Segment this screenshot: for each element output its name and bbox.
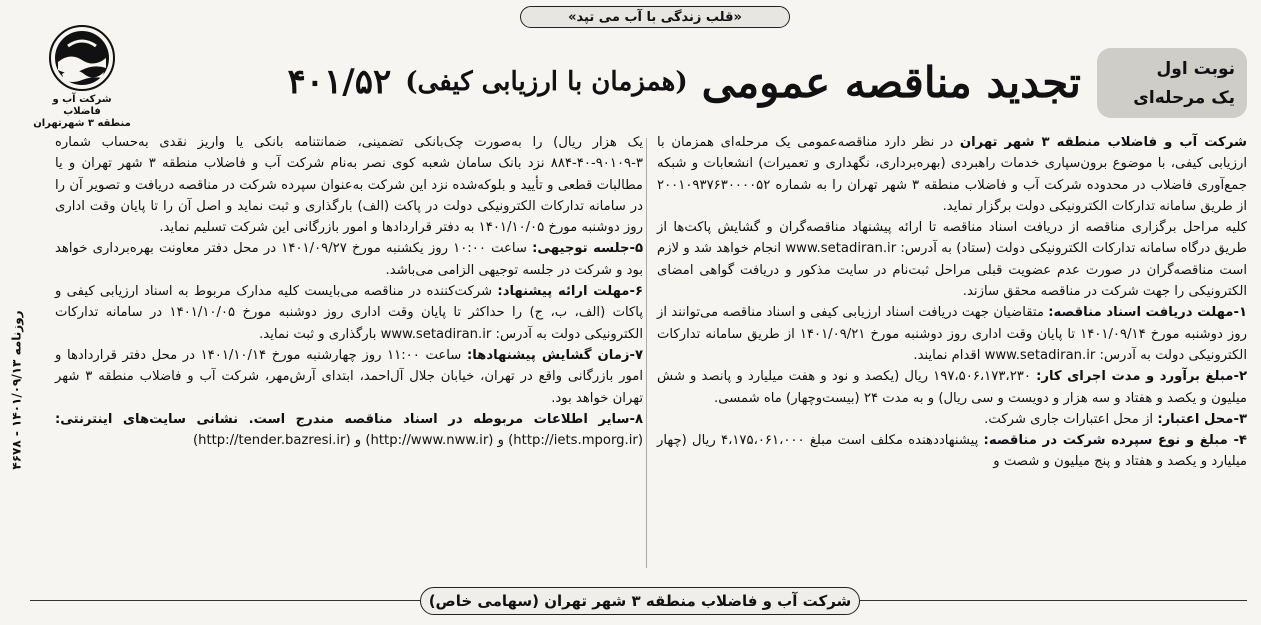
tender-number: ۴۰۱/۵۲: [287, 62, 392, 102]
badge-line-2: یک مرحله‌ای: [1133, 87, 1235, 108]
right-column: [657, 132, 1247, 572]
section-6-text: شرکت‌کننده در مناقصه می‌بایست کلیه مدارک مربوط به اسناد ارزیابی کیفی و پاکات (الف، ب، ج) را حداکثر تا پایان وقت اداری روز دوشنبه مورخ ۱۴۰۱/۱۰/۰۵ در سامانه تدارکات الکترونیکی دولت به آدرس: www.setadiran.ir بارگذاری و ثبت نماید.: [55, 284, 643, 342]
title-text: تجدید مناقصه عمومی: [701, 57, 1081, 107]
section-2-title: ۲-مبلغ برآورد و مدت اجرای کار:: [1036, 369, 1248, 385]
left-column: [55, 132, 643, 572]
section-5-text: ساعت ۱۰:۰۰ روز یکشنبه مورخ ۱۴۰۱/۰۹/۲۷ در محل دفتر معاونت بهره‌برداری خواهد بود و شرکت در جلسه توجیهی الزامی می‌باشد.: [55, 241, 643, 278]
newspaper-side-note: [4, 230, 30, 550]
section-6-title: ۶-مهلت ارائه پیشنهاد:: [497, 284, 643, 300]
section-3: [657, 409, 1247, 430]
badge-line-1: نوبت اول: [1156, 58, 1235, 79]
intro-company: شرکت آب و فاضلاب منطقه ۳ شهر تهران: [959, 135, 1248, 150]
section-8: [55, 409, 643, 452]
intro-text: در نظر دارد مناقصه‌عمومی یک مرحله‌ای همزمان با ارزیابی کیفی، با موضوع برون‌سپاری خدمات راهبردی (بهره‌برداری، نگهداری و تعمیرات) انشعابات و شبکه جمع‌آوری فاضلاب در محدوده شرکت آب و فاضلاب منطقه ۳ شهر تهران را به شماره ۲۰۰۱۰۹۳۷۶۳۰۰۰۰۵۲ از طریق سامانه تدارکات الکترونیکی دولت برگزار نماید.: [657, 135, 1247, 214]
section-1-text: متقاضیان جهت دریافت اسناد ارزیابی کیفی و اسناد مناقصه می‌توانند از روز دوشنبه مورخ ۱۴۰۱/۰۹/۱۴ تا پایان وقت اداری روز دوشنبه مورخ ۱۴۰۱/۰۹/۲۱ از طریق سامانه تدارکات الکترونیکی دولت به آدرس: www.setadiran.ir اقدام نمایند.: [657, 305, 1247, 363]
section-1-title: ۱-مهلت دریافت اسناد مناقصه:: [1048, 305, 1247, 321]
section-3-title: ۳-محل اعتبار:: [1157, 411, 1247, 427]
section-1: [657, 302, 1247, 366]
logo-caption-line-2: منطقه ۳ شهرتهران: [33, 118, 131, 129]
deposit-paragraph: یک هزار ریال) را به‌صورت چک‌بانکی تضمینی، ضمانتنامه بانکی یا واریز نقدی به‌حساب شماره ۳-۹۰۱۰۹-۴۰-۸۸۴ نزد بانک سامان شعبه کوی نصر به‌نام شرکت آب و فاضلاب منطقه ۳ شهر تهران و یا مطالبات قطعی و تأیید و بلوکه‌شده نزد این شرکت به‌عنوان سپرده شرکت در مناقصه دریافت و تصویر آن را در سامانه تدارکات الکترونیکی دولت در پاکت (الف) بارگذاری و ثبت نماید و اصل آن را تا پایان وقت اداری روز دوشنبه مورخ ۱۴۰۱/۱۰/۰۵ به دفتر قراردادها و امور بازرگانی این شرکت تسلیم نماید.: [55, 135, 643, 236]
logo-caption: [32, 94, 132, 130]
section-2: [657, 366, 1247, 409]
section-6: [55, 281, 643, 345]
section-8-title: ۸-سایر اطلاعات مربوطه در اسناد مناقصه مندرج است. نشانی سایت‌های اینترنتی:: [55, 411, 643, 427]
section-4: [657, 430, 1247, 473]
logo-caption-line-1: شرکت آب و فاضلاب: [52, 94, 112, 117]
footer-company: شرکت آب و فاضلاب منطقه ۳ شهر تهران (سهامی خاص): [420, 587, 860, 615]
company-logo: [32, 24, 132, 134]
section-7-text: ساعت ۱۱:۰۰ روز چهارشنبه مورخ ۱۴۰۱/۱۰/۱۴ در محل دفتر قراردادها و امور بازرگانی واقع در تهران، خیابان جلال آل‌احمد، ابتدای آرش‌مهر، شرکت آب و فاضلاب منطقه ۳ شهر تهران خواهد بود.: [55, 347, 643, 406]
water-drop-logo-icon: [48, 24, 116, 92]
section-7-title: ۷-زمان گشایش پیشنهادها:: [466, 347, 644, 363]
section-3-text: از محل اعتبارات جاری شرکت.: [984, 411, 1154, 427]
slogan-banner: «قلب زندگی با آب می تپد»: [520, 6, 790, 28]
title-subtitle: (همزمان با ارزیابی کیفی): [405, 67, 688, 97]
page-title: [221, 52, 1081, 112]
section-5-title: ۵-جلسه توجیهی:: [532, 241, 643, 257]
section-7: [55, 345, 643, 409]
intro-paragraph: [657, 132, 1247, 217]
side-note-text: روزنامه ۱۴۰۱/۰۹/۱۳ - ۴۶۷۸: [9, 310, 24, 470]
column-divider: [646, 138, 647, 568]
section-8-links: (http://iets.mporg.ir) و (http://www.nww.ir) و (http://tender.bazresi.ir): [192, 433, 643, 449]
section-2-text: ۱۹۷،۵۰۶،۱۷۳،۲۳۰ ریال (یکصد و نود و هفت میلیارد و پانصد و شش میلیون و یکصد و هفتاد و سه هزار و دویست و سی ریال) و به مدت ۲۴ (بیست‌وچهار) ماه شمسی.: [657, 369, 1247, 406]
section-5: [55, 238, 643, 281]
section-4-title: ۴- مبلغ و نوع سپرده شرکت در مناقصه:: [983, 433, 1247, 449]
process-paragraph: کلیه مراحل برگزاری مناقصه از دریافت اسناد مناقصه تا ارائه پیشنهاد مناقصه‌گران و گشایش پاکت‌ها از طریق درگاه سامانه تدارکات الکترونیکی دولت (ستاد) به آدرس: www.setadiran.ir انجام خواهد شد و لازم است مناقصه‌گران در صورت عدم عضویت قبلی مراحل ثبت‌نام در سایت مذکور و دریافت گواهی امضای الکترونیکی را جهت شرکت در مناقصه محقق سازند.: [657, 220, 1247, 300]
notice-round-badge: [1097, 48, 1247, 118]
section-4-text: پیشنهاددهنده مکلف است مبلغ ۴،۱۷۵،۰۶۱،۰۰۰ ریال (چهار میلیارد و یکصد و هفتاد و پنج میلیون و شصت و: [657, 433, 1247, 470]
